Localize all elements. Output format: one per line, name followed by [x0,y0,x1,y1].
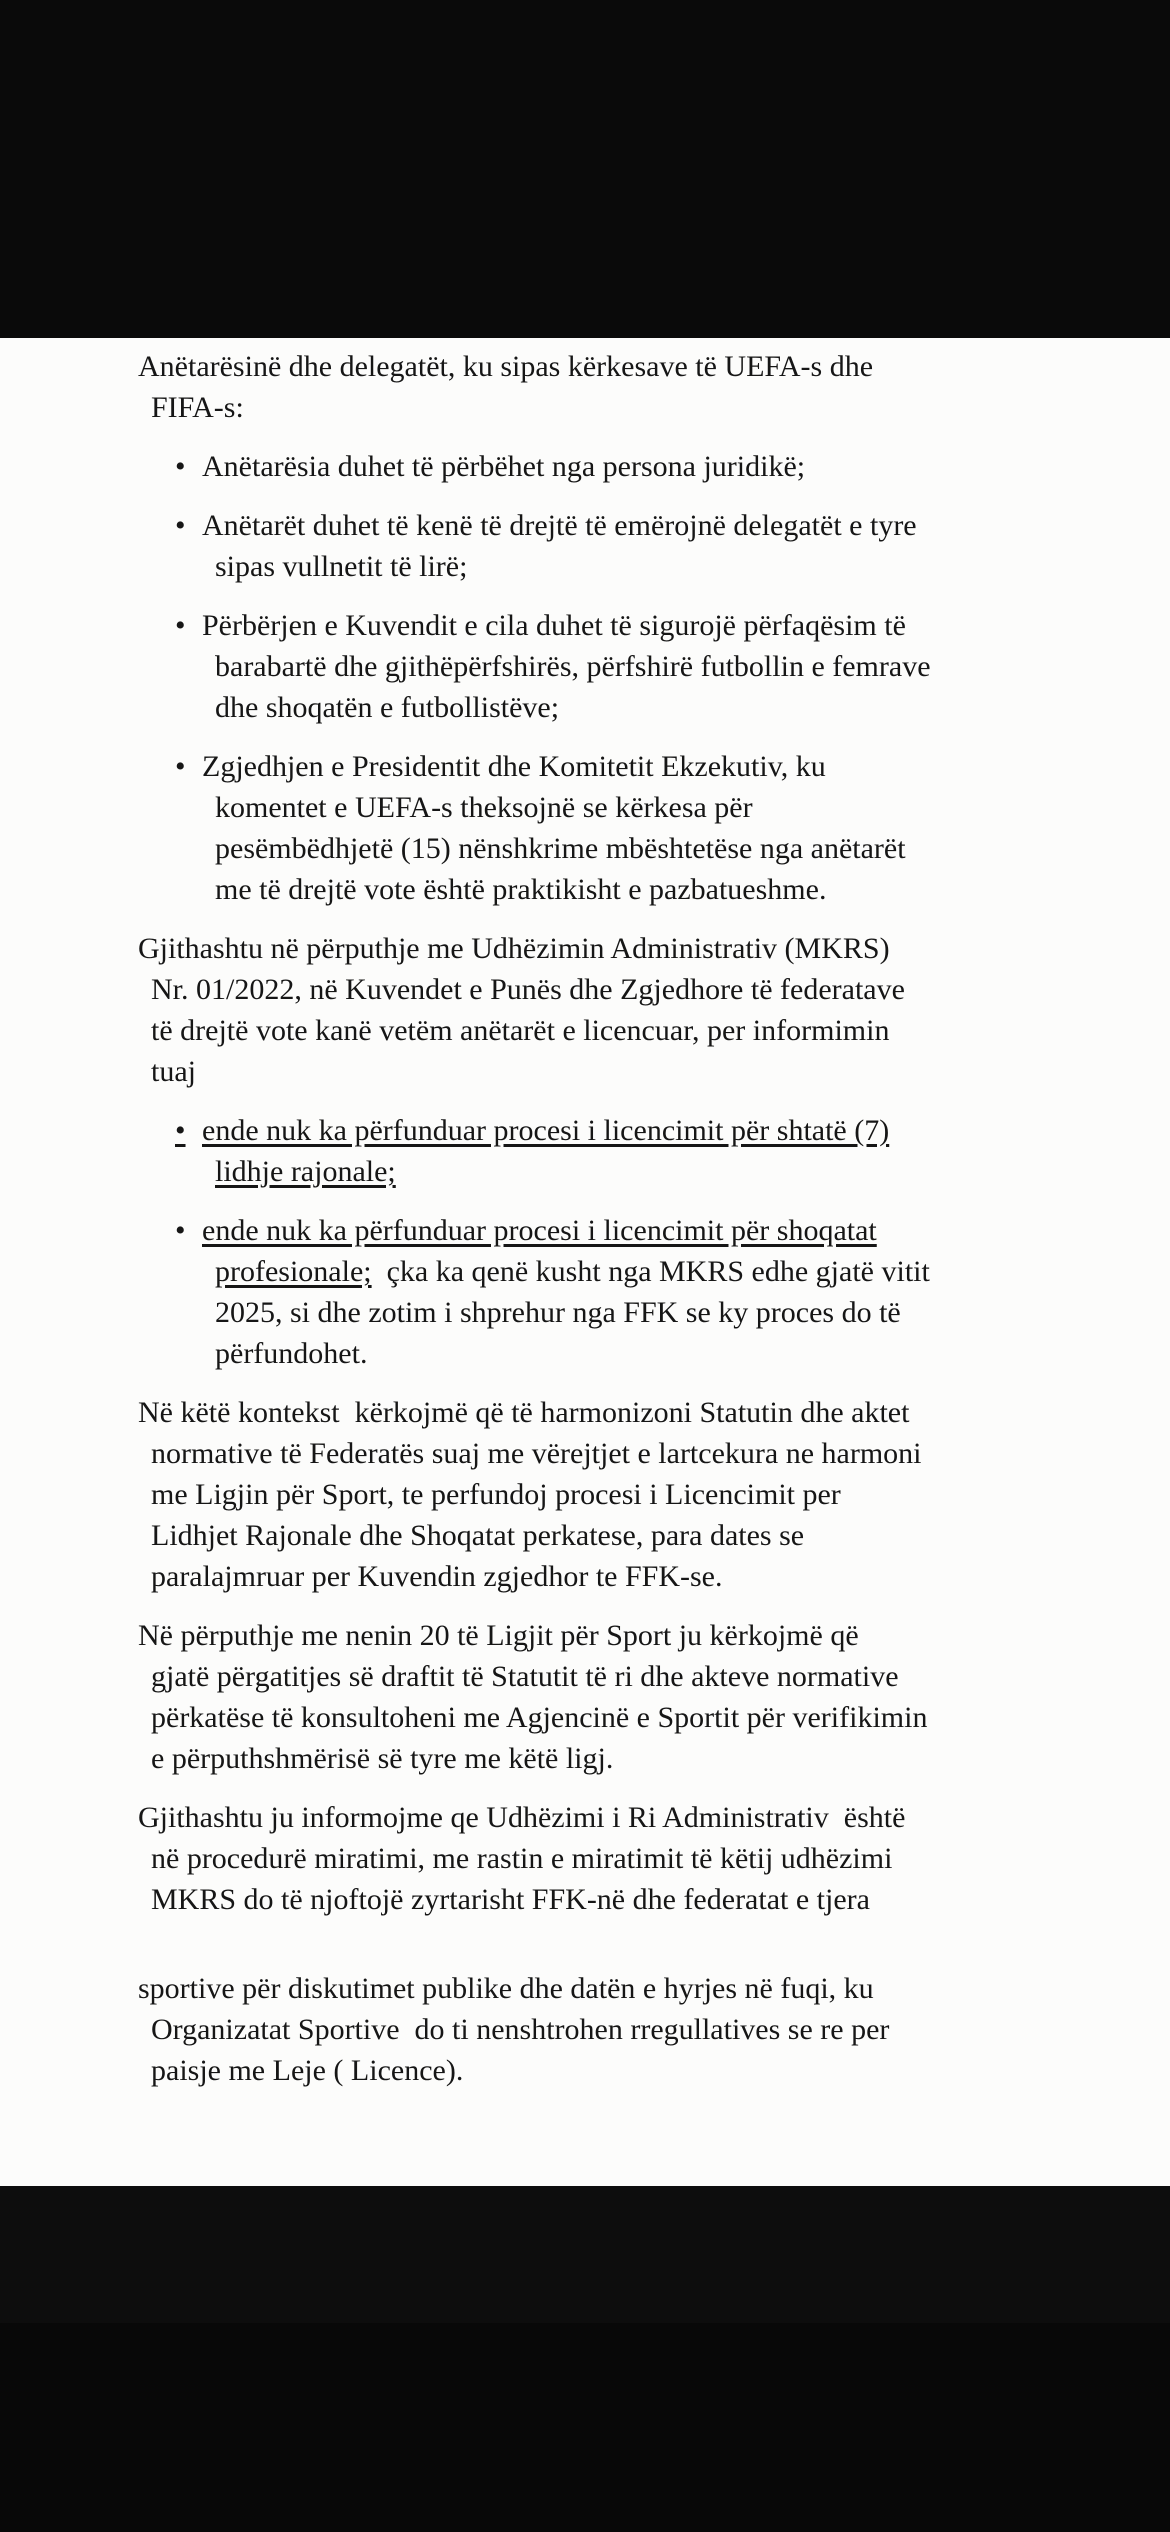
paragraph [138,1797,1062,1920]
text-line: sportive për diskutimet publike dhe datën e hyrjes në fuqi, ku [138,1972,874,2005]
bullet-item [138,1210,1062,1374]
text-line: e përputhshmërisë së tyre me këtë ligj. [151,1742,614,1775]
document-body [138,346,1062,2091]
bullet-marker-icon: • [175,750,186,783]
bullet-marker-icon: • [175,509,186,542]
text-line: Anëtarësia duhet të përbëhet nga persona juridikë; [202,450,806,483]
text-line: profesionale; çka ka qenë kusht nga MKRS edhe gjatë vitit [215,1255,930,1288]
text-line: tuaj [151,1055,196,1088]
text-line: lidhje rajonale; [215,1155,396,1188]
text-line: Nr. 01/2022, në Kuvendet e Punës dhe Zgjedhore të federatave [151,973,905,1006]
text-line: pesëmbëdhjetë (15) nënshkrime mbështetëse nga anëtarët [215,832,906,865]
text-line: Anëtarësinë dhe delegatët, ku sipas kërkesave të UEFA-s dhe [138,350,874,383]
text-line: Anëtarët duhet të kenë të drejtë të emërojnë delegatët e tyre [202,509,917,542]
paragraph [138,1968,1062,2091]
text-line: normative të Federatës suaj me vërejtjet e lartcekura ne harmoni [151,1437,922,1470]
bottom-black-bar [0,2186,1170,2532]
text-line: Gjithashtu në përputhje me Udhëzimin Administrativ (MKRS) [138,932,890,965]
text-line: me Ligjin për Sport, te perfundoj procesi i Licencimit per [151,1478,841,1511]
text-line: dhe shoqatën e futbollistëve; [215,691,560,724]
text-line: Gjithashtu ju informojme qe Udhëzimi i Ri Administrativ është [138,1801,906,1834]
document-sheet[interactable] [0,338,1170,2186]
bullet-item [138,605,1062,728]
paragraph [138,928,1062,1092]
text-line: barabartë dhe gjithëpërfshirës, përfshirë futbollin e femrave [215,650,931,683]
bullet-marker-icon: • [175,450,186,483]
text-line: me të drejtë vote është praktikisht e pazbatueshme. [215,873,827,906]
bullet-item [138,746,1062,910]
text-line: paralajmruar per Kuvendin zgjedhor te FFK-se. [151,1560,723,1593]
text-line: në procedurë miratimi, me rastin e miratimit të këtij udhëzimi [151,1842,893,1875]
text-line: paisje me Leje ( Licence). [151,2054,464,2087]
text-line: përfundohet. [215,1337,368,1370]
text-line: të drejtë vote kanë vetëm anëtarët e licencuar, per informimin [151,1014,890,1047]
text-line: Zgjedhjen e Presidentit dhe Komitetit Ekzekutiv, ku [202,750,826,783]
text-line: komentet e UEFA-s theksojnë se kërkesa për [215,791,753,824]
text-line: FIFA-s: [151,391,244,424]
bullet-marker-icon: • [175,1114,186,1147]
text-line: Përbërjen e Kuvendit e cila duhet të sigurojë përfaqësim të [202,609,906,642]
bullet-marker-icon: • [175,609,186,642]
text-line: ende nuk ka përfunduar procesi i licencimit për shoqatat [202,1214,877,1247]
paragraph [138,1615,1062,1779]
bullet-marker-icon: • [175,1214,186,1247]
bullet-item [138,446,1062,487]
text-line: sipas vullnetit të lirë; [215,550,468,583]
paragraph [138,1392,1062,1597]
text-line: Organizatat Sportive do ti nenshtrohen rregullatives se re per [151,2013,890,2046]
text-line: 2025, si dhe zotim i shprehur nga FFK se ky proces do të [215,1296,901,1329]
paragraph [138,346,1062,428]
text-line: përkatëse të konsultoheni me Agjencinë e Sportit për verifikimin [151,1701,928,1734]
bullet-item [138,1110,1062,1192]
top-black-bar [0,0,1170,338]
text-line: Në përputhje me nenin 20 të Ligjit për Sport ju kërkojmë që [138,1619,859,1652]
bottom-bar-upper-band [0,2186,1170,2323]
text-line: Në këtë kontekst kërkojmë që të harmonizoni Statutin dhe aktet [138,1396,910,1429]
text-line: Lidhjet Rajonale dhe Shoqatat perkatese, para dates se [151,1519,805,1552]
text-line: MKRS do të njoftojë zyrtarisht FFK-në dhe federatat e tjera [151,1883,870,1916]
text-line: gjatë përgatitjes së draftit të Statutit të ri dhe akteve normative [151,1660,899,1693]
text-line: ende nuk ka përfunduar procesi i licencimit për shtatë (7) [202,1114,890,1147]
bullet-item [138,505,1062,587]
